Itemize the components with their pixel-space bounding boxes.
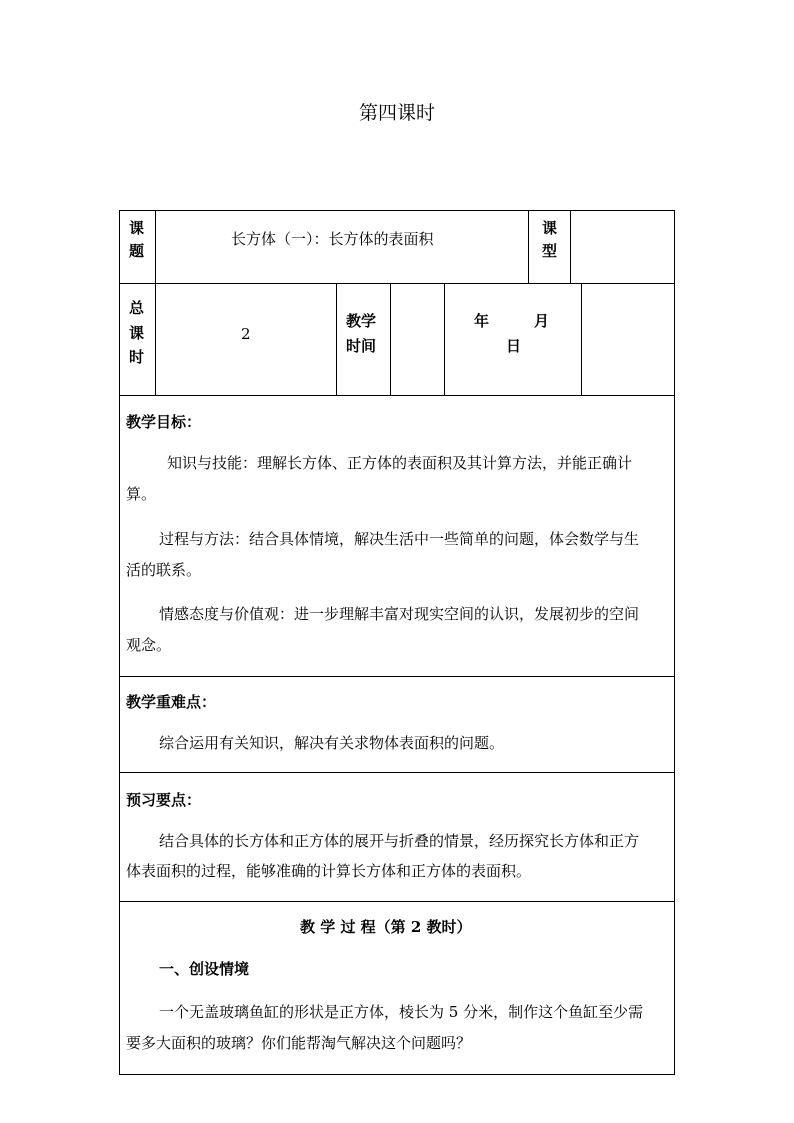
section-heading: 一、创设情境 <box>159 960 250 978</box>
topic-value: 长方体（一）：长方体的表面积 <box>231 230 434 248</box>
key-points-heading: 教学重难点： <box>126 693 217 711</box>
process-line: 要多大面积的玻璃？你们能帮淘气解决这个问题吗？ <box>126 1034 472 1052</box>
preview-line: 结合具体的长方体和正方体的展开与折叠的情景，经历探究长方体和正方 <box>159 832 640 850</box>
table-line <box>119 283 675 284</box>
objective-line: 过程与方法：结合具体情境，解决生活中一些简单的问题，体会数学与生 <box>159 530 640 548</box>
total-hours-label: 时 <box>129 348 145 366</box>
table-line <box>119 772 675 773</box>
objective-line: 知识与技能：理解长方体、正方体的表面积及其计算方法，并能正确计 <box>167 454 633 472</box>
table-line <box>581 283 582 395</box>
objective-line: 观念。 <box>126 636 172 654</box>
total-hours-label: 课 <box>129 324 145 342</box>
table-line <box>528 210 529 283</box>
table-line <box>119 1074 675 1075</box>
total-hours-label: 总 <box>129 299 145 317</box>
table-line <box>155 283 156 395</box>
table-line <box>444 283 445 395</box>
table-line <box>119 395 675 396</box>
table-line <box>119 676 675 677</box>
table-line <box>570 210 571 283</box>
preview-heading: 预习要点： <box>126 791 202 809</box>
page-title: 第四课时 <box>358 102 435 124</box>
table-line <box>119 210 675 211</box>
topic-label: 题 <box>129 242 145 260</box>
total-hours-value: 2 <box>241 325 251 343</box>
objective-line: 算。 <box>126 485 157 503</box>
table-line <box>336 283 337 395</box>
date-year-month: 年 月 <box>474 312 550 330</box>
lesson-plan-table <box>119 210 675 1074</box>
table-line <box>390 283 391 395</box>
topic-label: 课 <box>129 219 145 237</box>
table-line <box>119 901 675 902</box>
key-points-text: 综合运用有关知识，解决有关求物体表面积的问题。 <box>159 734 505 752</box>
preview-line: 体表面积的过程，能够准确的计算长方体和正方体的表面积。 <box>126 862 532 880</box>
objective-line: 活的联系。 <box>126 561 202 579</box>
date-day: 日 <box>506 337 522 355</box>
objectives-heading: 教学目标： <box>126 413 202 431</box>
table-line <box>155 210 156 283</box>
lesson-type-label: 课 <box>542 219 558 237</box>
lesson-type-label: 型 <box>542 242 558 260</box>
objective-line: 情感态度与价值观：进一步理解丰富对现实空间的认识，发展初步的空间 <box>159 605 640 623</box>
process-heading: 教 学 过 程（第 2 教时） <box>300 918 472 936</box>
teaching-time-label: 时间 <box>346 337 377 355</box>
teaching-time-label: 教学 <box>346 312 377 330</box>
process-line: 一个无盖玻璃鱼缸的形状是正方体，棱长为 5 分米，制作这个鱼缸至少需 <box>159 1003 644 1021</box>
